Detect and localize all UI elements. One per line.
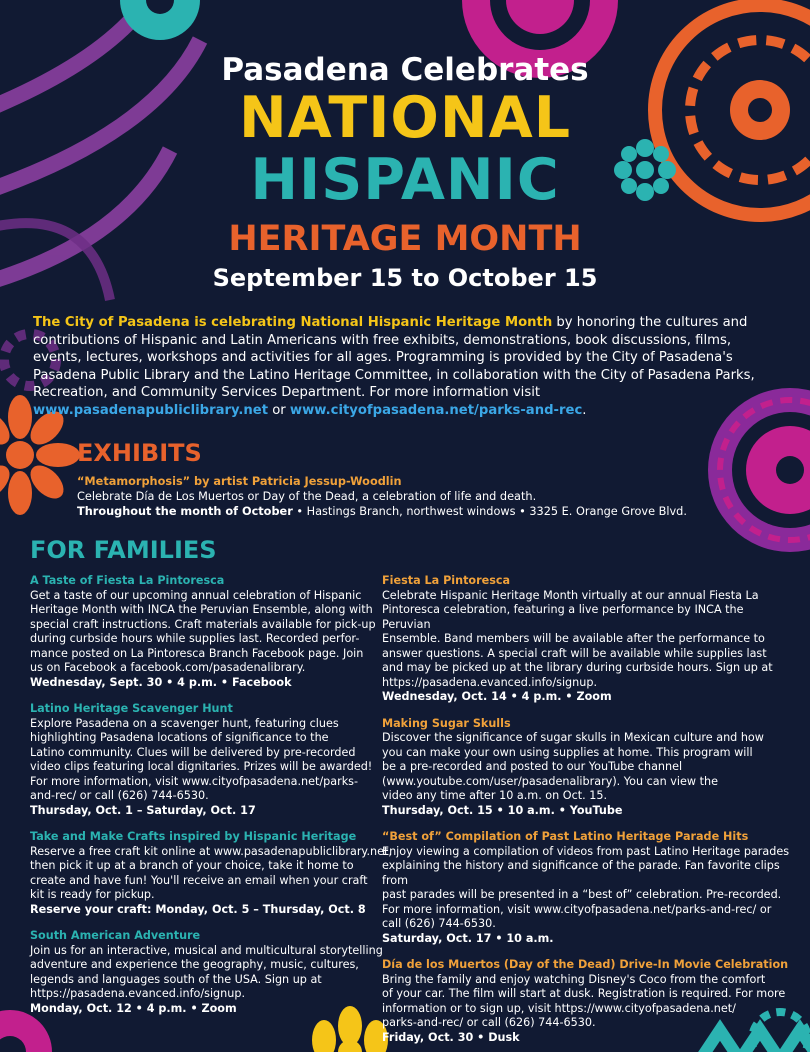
event-title: Latino Heritage Scavenger Hunt (30, 702, 233, 715)
event-description-line: Pintoresca celebration, featuring a live performance by INCA the Peruvian (382, 603, 744, 631)
event-description-line: Explore Pasadena on a scavenger hunt, featuring clues (30, 716, 339, 730)
event-description-line: Join us for an interactive, musical and multicultural storytelling (30, 943, 383, 957)
intro-or: or (268, 402, 290, 418)
event-description-line: during curbside hours while supplies last. Recorded perfor- (30, 632, 360, 645)
event-description-line: Ensemble. Band members will be available after the performance to (382, 632, 765, 645)
title-national: NATIONAL (238, 85, 572, 151)
event-description-line: Bring the family and enjoy watching Disney's Coco from the comfort (382, 972, 766, 986)
event-when: Monday, Oct. 12 • 4 p.m. • Zoom (30, 1001, 237, 1015)
event-title: A Taste of Fiesta La Pintoresca (30, 574, 225, 587)
event-description-line: information or to sign up, visit https://www.cityofpasadena.net/ (382, 1001, 736, 1015)
intro-body: by honoring the cultures and contributions of Hispanic and Latin Americans with free exhibits, demonstrations, book discussions, films, events, lectures, workshops and activities for all ages. Programming is provided by the City of Pasadena's Pasadena Public Library and the Latino Heritage Committee, in collaboration with the City of Pasadena Parks, Recreation, and Community Services Department. For more information visit (33, 315, 755, 400)
event-description-line: answer questions. A special craft will be available while supplies last (382, 646, 767, 660)
exhibit-when: Throughout the month of October (77, 505, 293, 518)
event-block (30, 702, 424, 818)
event-description-line: Discover the significance of sugar skulls in Mexican culture and how (382, 731, 764, 744)
intro-paragraph (33, 314, 778, 419)
event-block (382, 717, 794, 819)
event-description-line: kit is ready for pickup. (30, 888, 155, 901)
event-title: Fiesta La Pintoresca (382, 574, 511, 587)
event-when: Friday, Oct. 30 • Dusk (382, 1030, 520, 1044)
intro-highlight: The City of Pasadena is celebrating National Hispanic Heritage Month (33, 315, 553, 330)
event-description-line: special craft instructions. Craft materials available for pick-up (30, 617, 376, 631)
event-description-line: Get a taste of our upcoming annual celebration of Hispanic (30, 588, 362, 602)
event-description-line: legends and languages south of the USA. Sign up at (30, 972, 322, 986)
exhibit-block (77, 474, 717, 519)
title-heritage-month: HERITAGE MONTH (228, 219, 582, 259)
event-description-line: and-rec/ or call (626) 744-6530. (30, 789, 209, 802)
event-description-line: (www.youtube.com/user/pasadenalibrary). You can view the (382, 774, 718, 788)
event-description-line: Enjoy viewing a compilation of videos from past Latino Heritage parades (382, 844, 790, 858)
intro-end: . (582, 402, 587, 418)
event-description-line: parks-and-rec/ or call (626) 744-6530. (382, 1016, 596, 1029)
event-title: Take and Make Crafts inspired by Hispanic Heritage (30, 830, 357, 843)
exhibit-where: • Hastings Branch, northwest windows • 3325 E. Orange Grove Blvd. (292, 505, 687, 518)
event-description-line: Latino community. Clues will be delivered by pre-recorded (30, 745, 356, 759)
title-hispanic: HISPANIC (250, 147, 560, 213)
event-description-line: of your car. The film will start at dusk. Registration is required. For more (382, 987, 786, 1000)
event-description-line: be a pre-recorded and posted to our YouTube channel (382, 760, 683, 773)
event-description-line: explaining the history and significance of the parade. Fan favorite clips from (382, 859, 780, 887)
event-when: Thursday, Oct. 1 – Saturday, Oct. 17 (30, 803, 256, 817)
event-when: Reserve your craft: Monday, Oct. 5 – Thursday, Oct. 8 (30, 902, 366, 916)
parks-rec-link[interactable]: www.cityofpasadena.net/parks-and-rec (289, 402, 583, 418)
event-block (30, 574, 424, 690)
event-block (382, 958, 794, 1045)
event-block (30, 830, 424, 917)
pre-title: Pasadena Celebrates (221, 52, 589, 88)
families-heading: FOR FAMILIES (30, 536, 217, 564)
event-description-line: highlighting Pasadena locations of significance to the (30, 731, 329, 744)
event-description-line: and may be picked up at the library during curbside hours. Sign up at (382, 661, 773, 674)
event-description-line: Celebrate Hispanic Heritage Month virtually at our annual Fiesta La (382, 588, 759, 602)
event-description-line: For more information, visit www.cityofpasadena.net/parks- (30, 774, 359, 788)
event-when: Wednesday, Sept. 30 • 4 p.m. • Facebook (30, 675, 292, 689)
event-title: “Best of” Compilation of Past Latino Heritage Parade Hits (382, 830, 749, 843)
event-description-line: video any time after 10 a.m. on Oct. 15. (382, 789, 608, 802)
event-title: Día de los Muertos (Day of the Dead) Drive-In Movie Celebration (382, 958, 789, 971)
families-right-column (382, 574, 794, 1045)
event-description-line: past parades will be presented in a “best of” celebration. Pre-recorded. (382, 888, 782, 901)
event-description-line: video clips featuring local dignitaries. Prizes will be awarded! (30, 760, 373, 773)
event-block (30, 929, 424, 1016)
event-description-line: mance posted on La Pintoresca Branch Facebook page. Join (30, 646, 364, 660)
event-description-line: us on Facebook a facebook.com/pasadenalibrary. (30, 661, 306, 674)
families-left-column (30, 574, 424, 1016)
event-title: Making Sugar Skulls (382, 716, 511, 730)
event-description-line: create and have fun! You'll receive an email when your craft (30, 873, 368, 887)
event-description-line: For more information, visit www.cityofpasadena.net/parks-and-rec/ or (382, 902, 772, 916)
event-description-line: Heritage Month with INCA the Peruvian Ensemble, along with (30, 603, 373, 616)
event-description-line: adventure and experience the geography, music, cultures, (30, 958, 359, 971)
event-when: Wednesday, Oct. 14 • 4 p.m. • Zoom (382, 690, 612, 703)
event-block (382, 574, 794, 705)
date-range: September 15 to October 15 (212, 264, 598, 292)
event-description-line: call (626) 744-6530. (382, 917, 496, 930)
event-when: Thursday, Oct. 15 • 10 a.m. • YouTube (382, 803, 623, 817)
event-description-line: then pick it up at a branch of your choice, take it home to (30, 859, 354, 872)
event-description-line: Reserve a free craft kit online at www.pasadenapubliclibrary.net, (30, 844, 392, 858)
exhibit-when-where (77, 504, 717, 519)
event-description-line: you can make your own using supplies at home. This program will (382, 745, 753, 759)
magenta-medallion-bottom-left (0, 1010, 52, 1052)
event-block (382, 830, 794, 946)
event-description-line: https://pasadena.evanced.info/signup. (382, 675, 597, 689)
exhibit-description: Celebrate Día de Los Muertos or Day of the Dead, a celebration of life and death. (77, 490, 537, 503)
library-link[interactable]: www.pasadenapubliclibrary.net (33, 402, 269, 418)
exhibit-title: “Metamorphosis” by artist Patricia Jessup-Woodlin (77, 475, 402, 488)
teal-medallion-top (120, 0, 200, 40)
event-description-line: https://pasadena.evanced.info/signup. (30, 987, 245, 1000)
exhibits-heading: EXHIBITS (77, 439, 202, 467)
event-when: Saturday, Oct. 17 • 10 a.m. (382, 931, 554, 945)
event-title: South American Adventure (30, 929, 201, 942)
